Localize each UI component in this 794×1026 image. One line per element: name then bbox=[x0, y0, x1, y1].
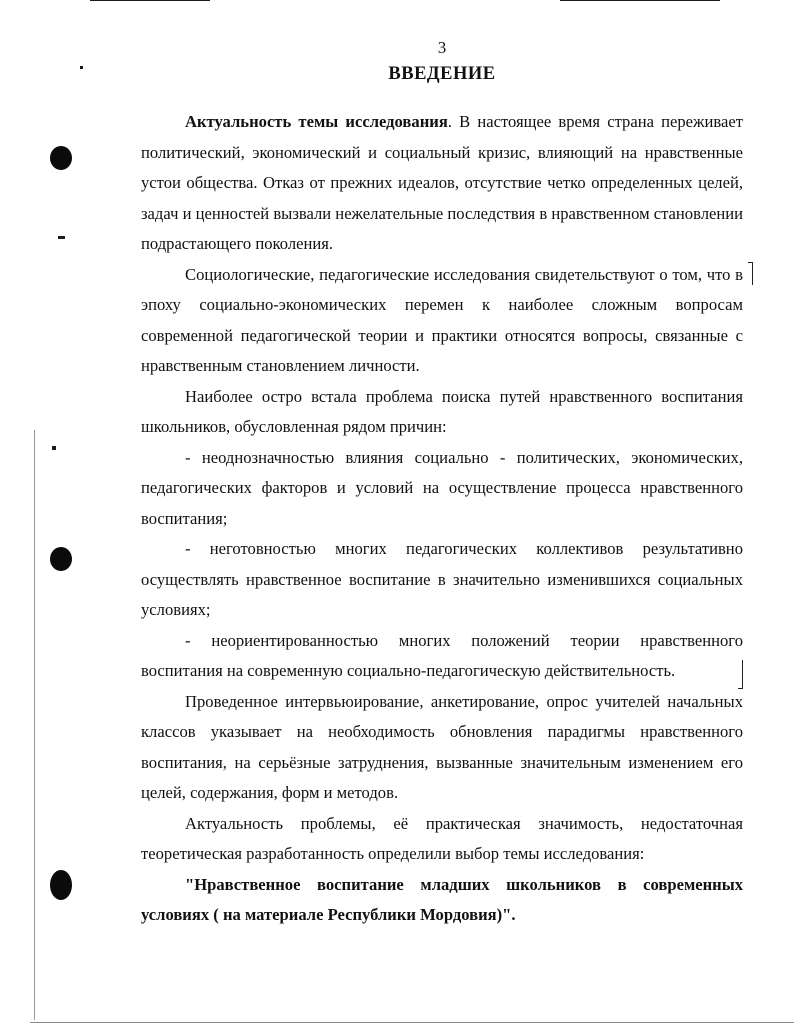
scan-top-line-left bbox=[90, 0, 210, 1]
paragraph-survey: Проведенное интервьюирование, анкетирование, опрос учителей начальных классов указывает на необходимость обновления парадигмы нравственного воспитания, на серьёзные затруднения, вызванные значительным изменением его целей, содержания, форм и методов. bbox=[141, 691, 743, 802]
paragraph-relevance bbox=[141, 107, 743, 260]
paragraph-problem: Наиболее остро встала проблема поиска путей нравственного воспитания школьников, обусловленная рядом причин: bbox=[141, 386, 743, 436]
scan-bottom-line bbox=[30, 1022, 794, 1023]
scan-edge-line bbox=[34, 430, 35, 1020]
margin-bracket-top bbox=[748, 262, 753, 285]
paragraph-research: Социологические, педагогические исследования свидетельствуют о том, что в эпоху социально-экономических перемен к наиболее сложным вопросам современной педагогической теории и практики относятся вопросы, связанные с нравственным становлением личности. bbox=[141, 264, 743, 375]
list-item: - неготовностью многих педагогических коллективов результативно осуществлять нравственное воспитание в значительно изменившихся социальных условиях; bbox=[141, 539, 743, 619]
scan-mark-small bbox=[58, 236, 65, 239]
list-item: - неориентированностью многих положений теории нравственного воспитания на современную социально-педагогическую действительность. bbox=[141, 630, 743, 680]
binder-hole-middle bbox=[50, 547, 72, 571]
relevance-lead: Актуальность темы исследования bbox=[185, 112, 448, 131]
binder-hole-bottom bbox=[50, 870, 72, 900]
relevance-text: . В настоящее время страна переживает политический, экономический и социальный кризис, влияющий на нравственные устои общества. Отказ от прежних идеалов, отсутствие четко определенных целей, задач и ценностей вызвали нежелательные последствия в нравственном становлении подрастающего поколения. bbox=[141, 112, 743, 253]
scan-top-line-right bbox=[560, 0, 720, 1]
document-body bbox=[141, 107, 743, 931]
research-topic: "Нравственное воспитание младших школьников в современных условиях ( на материале Республики Мордовия)". bbox=[141, 874, 743, 924]
page-heading: ВВЕДЕНИЕ bbox=[388, 64, 496, 84]
scan-dot-2 bbox=[52, 446, 56, 450]
paragraph-topic-choice: Актуальность проблемы, её практическая значимость, недостаточная теоретическая разработанность определили выбор темы исследования: bbox=[141, 813, 743, 863]
list-item: - неоднозначностью влияния социально - политических, экономических, педагогических факторов и условий на осуществление процесса нравственного воспитания; bbox=[141, 447, 743, 528]
page-number: 3 bbox=[437, 38, 447, 57]
binder-hole-top bbox=[50, 146, 72, 170]
